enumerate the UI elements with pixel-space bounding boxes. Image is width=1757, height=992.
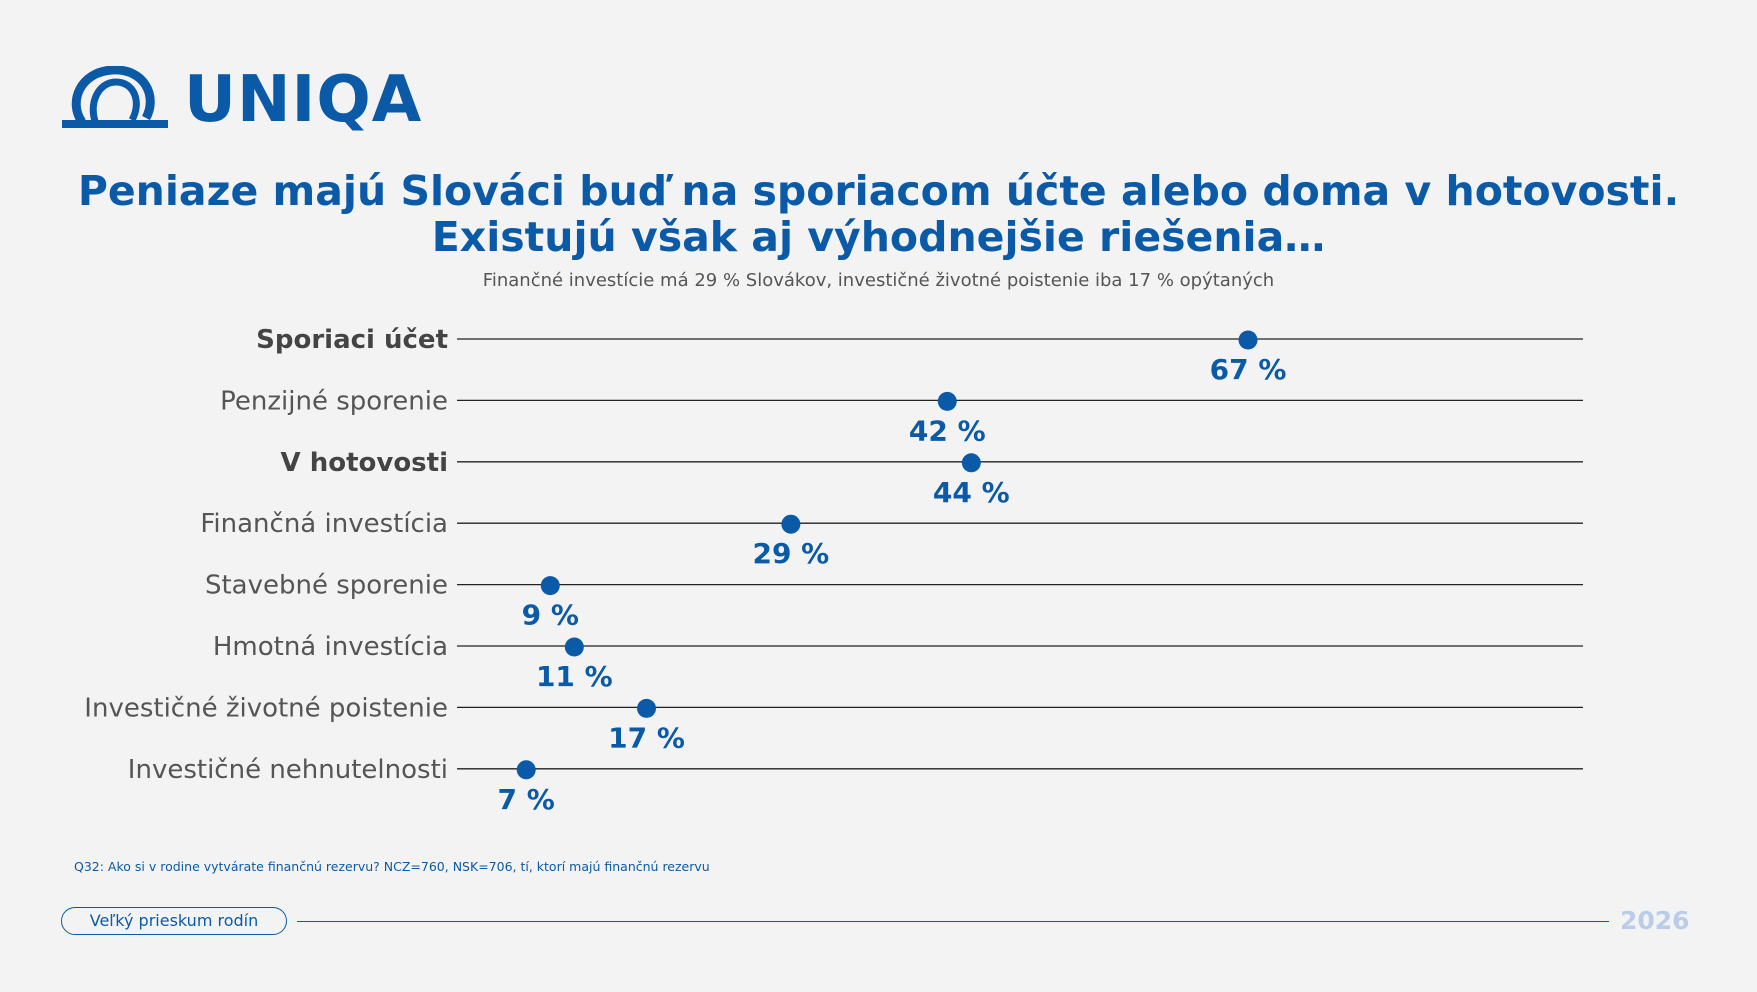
data-point (565, 638, 584, 657)
category-label: Sporiaci účet (256, 325, 448, 355)
data-label: 42 % (908, 414, 986, 448)
data-point (637, 699, 656, 718)
category-label: Finančná investícia (200, 509, 448, 540)
data-point (541, 576, 560, 595)
data-point (781, 515, 800, 534)
data-label: 11 % (535, 660, 613, 693)
category-label: Hmotná investícia (212, 632, 448, 662)
data-point (517, 760, 536, 779)
survey-name-badge: Veľký prieskum rodín (61, 907, 287, 935)
data-label: 17 % (608, 721, 685, 755)
title-line-2: Existujú však aj výhodnejšie riešenia… (431, 213, 1326, 261)
data-point (938, 392, 957, 411)
category-label: Penzijné sporenie (220, 386, 448, 417)
data-label: 7 % (497, 782, 555, 816)
title-line-1: Peniaze majú Slováci buď na sporiacom účte alebo doma v hotovosti. (77, 167, 1680, 215)
data-label: 44 % (932, 475, 1010, 509)
source-footnote: Q32: Ako si v rodine vytvárate finančnú rezervu? NCZ=760, NSK=706, tí, ktorí majú finančnú rezervu (74, 859, 710, 874)
category-label: Investičné nehnutelnosti (127, 754, 448, 785)
category-label: Investičné životné poistenie (84, 693, 448, 724)
data-point (1239, 331, 1258, 350)
footer-year: 2026 (1620, 906, 1690, 935)
data-label: 67 % (1209, 353, 1287, 386)
data-label: 29 % (752, 537, 830, 571)
category-label: V hotovosti (280, 447, 448, 478)
data-point (962, 453, 981, 472)
data-label: 9 % (521, 598, 579, 632)
page-subtitle: Finančné investície má 29 % Slovákov, investičné životné poistenie iba 17 % opýtaných (482, 270, 1275, 291)
footer-divider (297, 921, 1609, 922)
brand-name: UNIQA (184, 63, 423, 137)
category-label: Stavebné sporenie (204, 570, 448, 601)
